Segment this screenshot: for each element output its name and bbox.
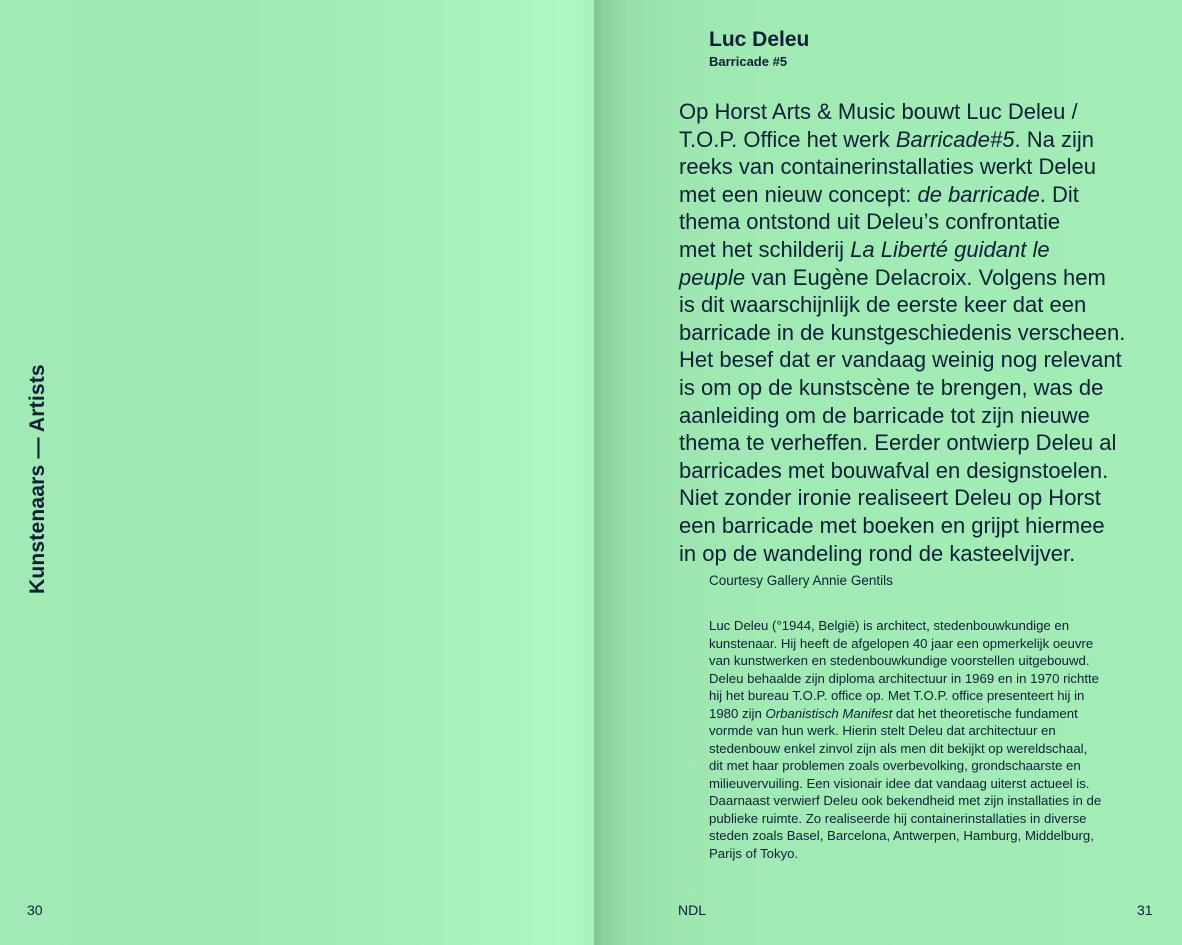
intro-line (679, 540, 1159, 568)
intro-line (679, 429, 1159, 457)
intro-line (679, 457, 1159, 485)
language-label: NDL (678, 902, 707, 918)
intro-line (679, 346, 1159, 374)
intro-line (679, 126, 1159, 154)
intro-line (679, 402, 1159, 430)
text-segment: van kunstwerken en stedenbouwkundige voorstellen uitgebouwd. (709, 653, 1090, 668)
text-segment: steden zoals Basel, Barcelona, Antwerpen, Hamburg, Middelburg, (709, 828, 1094, 843)
text-segment: vormde van hun werk. Hierin stelt Deleu dat architectuur en (709, 723, 1056, 738)
intro-line (679, 374, 1159, 402)
text-segment: in op de wandeling rond de kasteelvijver. (679, 540, 1076, 566)
text-segment: barricade in de kunstgeschiedenis verscheen. (679, 319, 1126, 345)
text-segment: 1980 zijn (709, 705, 766, 721)
artist-name: Luc Deleu (709, 28, 810, 51)
artist-bio (709, 617, 1159, 862)
italic-text: peuple (679, 264, 746, 290)
bio-line (709, 757, 1159, 775)
text-segment: stedenbouw enkel zinvol zijn als men dit bekijkt op wereldschaal, (709, 740, 1088, 756)
italic-text: Orbanistisch Manifest (765, 705, 893, 721)
text-segment: reeks van containerinstallaties werkt Deleu (679, 154, 1096, 180)
text-segment: een barricade met boeken en grijpt hiermee (679, 512, 1105, 538)
intro-line (679, 291, 1159, 319)
image-credit: Courtesy Gallery Annie Gentils (709, 573, 893, 588)
bio-line (709, 670, 1159, 688)
bio-line (709, 687, 1159, 705)
text-segment: thema ontstond uit Deleu’s confrontatie (679, 209, 1061, 235)
text-segment: thema te verheffen. Eerder ontwierp Deleu al (679, 430, 1117, 456)
bio-line (709, 810, 1159, 828)
section-title: Kunstenaars — Artists (26, 364, 49, 594)
bio-line (709, 705, 1159, 723)
bio-line (709, 775, 1159, 793)
intro-line (679, 153, 1159, 181)
bio-line (709, 827, 1159, 845)
bio-line (709, 652, 1159, 670)
text-segment: T.O.P. Office het werk (679, 126, 896, 152)
text-segment: kunstenaar. Hij heeft de afgelopen 40 jaar een opmerkelijk oeuvre (709, 635, 1094, 651)
intro-line (679, 484, 1159, 512)
intro-paragraph (679, 98, 1159, 567)
text-segment: Niet zonder ironie realiseert Deleu op Horst (679, 485, 1101, 511)
italic-text: La Liberté guidant le (850, 236, 1050, 262)
intro-line (679, 208, 1159, 236)
italic-text: Barricade#5 (895, 126, 1015, 152)
page-number-left: 30 (27, 902, 43, 918)
intro-line (679, 236, 1159, 264)
page-number-right: 31 (1137, 902, 1153, 918)
work-title: Barricade #5 (709, 54, 788, 69)
intro-line (679, 98, 1159, 126)
text-segment: barricades met bouwafval en designstoelen. (679, 457, 1109, 483)
bio-line (709, 792, 1159, 810)
italic-text: de barricade (917, 181, 1040, 207)
text-segment: dit met haar problemen zoals overbevolking, grondschaarste en (709, 758, 1081, 773)
text-segment: Parijs of Tokyo. (709, 845, 799, 861)
text-segment: Daarnaast verwierf Deleu ook bekendheid met zijn installaties in de (709, 793, 1102, 808)
text-segment: . Dit (1039, 181, 1079, 207)
text-segment: Het besef dat er vandaag weinig nog relevant (679, 347, 1122, 373)
bio-line (709, 617, 1159, 635)
intro-line (679, 264, 1159, 292)
text-segment: hij het bureau T.O.P. office op. Met T.O.P. office presenteert hij in (709, 688, 1085, 703)
intro-line (679, 181, 1159, 209)
text-segment: Op Horst Arts & Music bouwt Luc Deleu / (679, 99, 1078, 124)
text-segment: Deleu behaalde zijn diploma architectuur in 1969 en in 1970 richtte (709, 670, 1100, 686)
bio-line (709, 740, 1159, 758)
text-segment: Luc Deleu (°1944, België) is architect, stedenbouwkundige en (709, 618, 1070, 633)
text-segment: aanleiding om de barricade tot zijn nieuwe (679, 402, 1090, 428)
intro-line (679, 512, 1159, 540)
text-segment: publieke ruimte. Zo realiseerde hij containerinstallaties in diverse (709, 810, 1087, 826)
text-segment: met het schilderij (679, 236, 851, 262)
text-segment: is dit waarschijnlijk de eerste keer dat een (679, 292, 1087, 318)
text-segment: . Na zijn (1014, 126, 1094, 152)
text-segment: dat het theoretische fundament (892, 705, 1078, 721)
bio-line (709, 845, 1159, 863)
text-segment: van Eugène Delacroix. Volgens hem (745, 264, 1106, 290)
bio-line (709, 635, 1159, 653)
intro-line (679, 319, 1159, 347)
text-segment: met een nieuw concept: (679, 181, 918, 207)
bio-line (709, 722, 1159, 740)
text-segment: milieuvervuiling. Een visionair idee dat vandaag uiterst actueel is. (709, 775, 1090, 791)
text-segment: is om op de kunstscène te brengen, was de (679, 374, 1104, 400)
